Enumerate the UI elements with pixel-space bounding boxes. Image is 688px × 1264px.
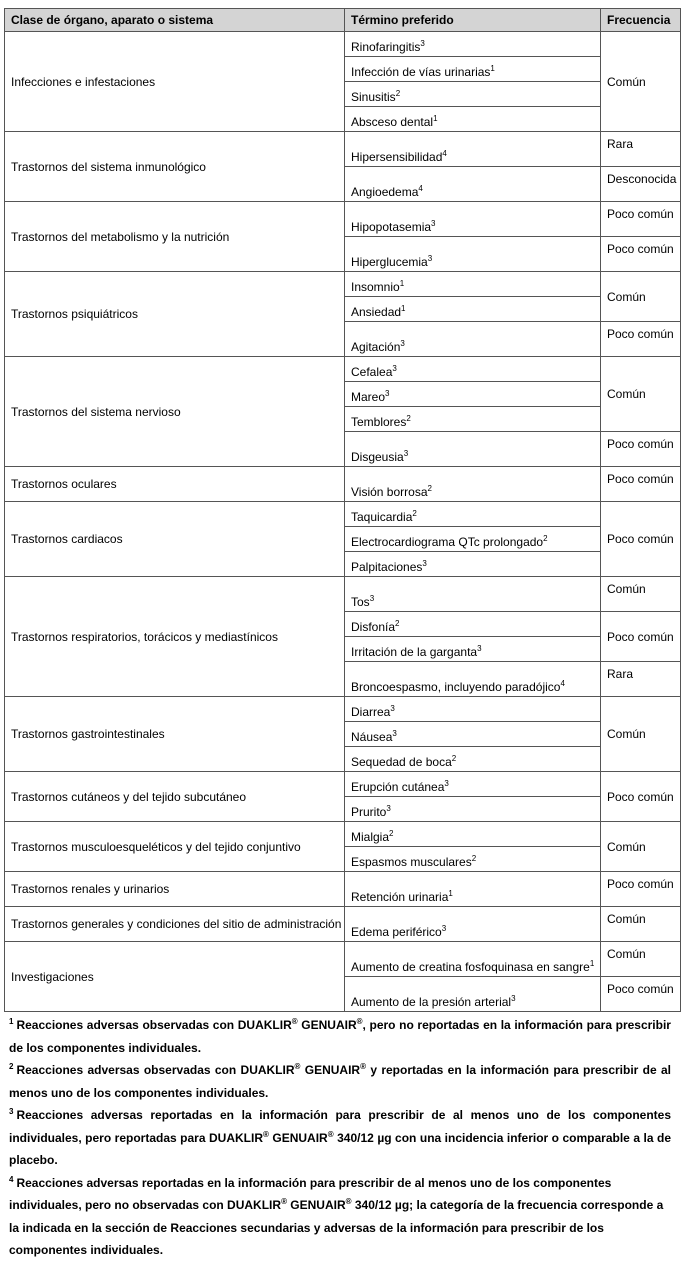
term-cell [345,382,601,407]
term-text: Visión borrosa [351,485,428,499]
table-row [5,357,681,382]
term-footnote-ref: 2 [427,484,432,493]
term-cell [345,942,601,977]
header-frequency: Frecuencia [601,9,681,32]
term-cell [345,527,601,552]
term-cell [345,57,601,82]
term-footnote-ref: 2 [412,509,417,518]
frequency-cell: Poco común [601,322,681,357]
term-footnote-ref: 2 [451,754,457,763]
soc-cell: Trastornos respiratorios, torácicos y mediastínicos [5,577,345,697]
term-cell [345,502,601,527]
table-row [5,942,681,977]
footnote-2 [9,1059,671,1104]
term-cell [345,432,601,467]
term-text: Aumento de la presión arterial [351,995,512,1009]
frequency-cell: Común [601,907,681,942]
term-footnote-ref: 3 [392,364,397,373]
soc-cell: Trastornos oculares [5,467,345,502]
term-text: Hipopotasemia [351,220,432,234]
footnote-marker: 2 [9,1062,14,1071]
term-text: Aumento de creatina fosfoquinasa en sangre [351,960,590,974]
soc-cell: Trastornos cardiacos [5,502,345,577]
term-footnote-ref: 2 [543,534,548,543]
frequency-cell: Poco común [601,612,681,662]
table-row [5,132,681,167]
term-text: Retención urinaria [351,890,449,904]
term-cell [345,822,601,847]
frequency-cell: Común [601,32,681,132]
term-cell [345,322,601,357]
soc-cell: Trastornos gastrointestinales [5,697,345,772]
soc-cell: Trastornos renales y urinarios [5,872,345,907]
term-footnote-ref: 3 [431,219,436,228]
frequency-cell: Poco común [601,502,681,577]
soc-cell: Trastornos generales y condiciones del sitio de administración [5,907,345,942]
frequency-cell: Poco común [601,237,681,272]
soc-cell: Trastornos del metabolismo y la nutrición [5,202,345,272]
term-cell [345,237,601,272]
term-cell [345,747,601,772]
term-footnote-ref: 3 [386,804,391,813]
term-footnote-ref: 1 [433,114,438,123]
term-text: Erupción cutánea [351,780,445,794]
term-footnote-ref: 3 [369,594,375,603]
soc-cell: Trastornos psiquiátricos [5,272,345,357]
footnote-text: Reacciones adversas observadas con DUAKLIR [16,1063,295,1077]
term-footnote-ref: 1 [399,279,405,288]
term-footnote-ref: 3 [511,994,516,1003]
header-soc: Clase de órgano, aparato o sistema [5,9,345,32]
frequency-cell: Común [601,822,681,872]
footnote-marker: 1 [9,1017,14,1026]
frequency-cell: Rara [601,662,681,697]
term-text: Náusea [351,730,393,744]
term-cell [345,847,601,872]
term-text: Palpitaciones [351,560,423,574]
frequency-cell: Poco común [601,432,681,467]
footnote-text: , pero no reportadas en la información para prescribir de los componentes individuales. [9,1018,671,1055]
term-footnote-ref: 3 [441,924,447,933]
term-footnote-ref: 1 [448,889,453,898]
term-footnote-ref: 3 [385,389,390,398]
frequency-cell: Poco común [601,202,681,237]
table-row [5,502,681,527]
table-row [5,697,681,722]
frequency-cell: Poco común [601,977,681,1012]
adverse-reactions-table [4,8,681,1012]
table-row [5,772,681,797]
term-footnote-ref: 4 [418,184,423,193]
frequency-cell: Rara [601,132,681,167]
term-cell [345,107,601,132]
term-cell [345,357,601,382]
term-text: Disgeusia [351,450,404,464]
term-cell [345,907,601,942]
registered-mark: ® [281,1197,287,1206]
registered-mark: ® [294,1062,301,1071]
term-cell [345,272,601,297]
term-footnote-ref: 3 [422,559,427,568]
footnote-text: 340/12 µg con una incidencia inferior o comparable a la de placebo. [9,1130,671,1167]
term-footnote-ref: 2 [389,829,394,838]
frequency-cell: Común [601,697,681,772]
footnote-text: GENUAIR [297,1018,357,1032]
term-cell [345,82,601,107]
frequency-cell: Poco común [601,467,681,502]
term-text: Absceso dental [351,115,434,129]
term-text: Tos [351,595,370,609]
soc-cell: Infecciones e infestaciones [5,32,345,132]
term-text: Agitación [351,340,401,354]
term-footnote-ref: 3 [427,254,433,263]
term-text: Insomnio [351,280,400,294]
frequency-cell: Común [601,272,681,322]
term-text: Taquicardia [351,510,413,524]
term-text: Diarrea [351,705,391,719]
footnote-text: GENUAIR [286,1198,346,1212]
term-text: Espasmos musculares [351,855,472,869]
footnote-text: y reportadas en la información para prescribir de al menos uno de los componentes individuales. [9,1063,672,1100]
term-text: Hipersensibilidad [351,150,443,164]
term-text: Infección de vías urinarias [351,65,491,79]
registered-mark: ® [360,1062,367,1071]
soc-cell: Trastornos del sistema inmunológico [5,132,345,202]
frequency-cell: Común [601,577,681,612]
frequency-cell: Común [601,942,681,977]
table-row [5,907,681,942]
term-text: Electrocardiograma QTc prolongado [351,535,544,549]
footnote-3 [9,1104,671,1172]
term-footnote-ref: 1 [589,959,595,968]
term-footnote-ref: 3 [403,449,409,458]
term-text: Angioedema [351,185,419,199]
term-footnote-ref: 2 [406,414,411,423]
term-cell [345,662,601,697]
footnote-text: Reacciones adversas reportadas en la información para prescribir de al menos uno de los componentes individuales, pero reportadas para DUAKLIR [9,1108,671,1145]
footnote-marker: 3 [9,1107,14,1116]
term-text: Sequedad de boca [351,755,452,769]
term-cell [345,167,601,202]
soc-cell: Investigaciones [5,942,345,1012]
soc-cell: Trastornos musculoesqueléticos y del tejido conjuntivo [5,822,345,872]
registered-mark: ® [263,1129,269,1139]
frequency-cell: Desconocida [601,167,681,202]
footnote-text: Reacciones adversas reportadas en la información para prescribir de al menos uno de los componentes individuales, pero no observadas con DUAKLIR [9,1175,612,1212]
term-text: Broncoespasmo, incluyendo paradójico [351,680,561,694]
term-cell [345,577,601,612]
term-cell [345,202,601,237]
term-cell [345,612,601,637]
term-text: Rinofaringitis [351,40,421,54]
term-cell [345,697,601,722]
term-footnote-ref: 4 [442,149,447,158]
term-cell [345,772,601,797]
term-cell [345,407,601,432]
term-footnote-ref: 3 [392,729,397,738]
term-cell [345,552,601,577]
term-footnote-ref: 3 [477,644,482,653]
term-cell [345,872,601,907]
term-footnote-ref: 3 [390,704,395,713]
term-cell [345,637,601,662]
table-row [5,32,681,57]
term-footnote-ref: 3 [420,39,425,48]
footnote-text: 340/12 µg; la categoría de la frecuencia corresponde a la indicada en la sección de Reacciones secundarias y adversas de la información para prescribir de los componentes individuales. [9,1198,664,1257]
term-cell [345,132,601,167]
table-row [5,202,681,237]
term-footnote-ref: 1 [401,304,406,313]
footnote-4 [9,1172,671,1262]
term-text: Hiperglucemia [351,255,428,269]
footnote-text: GENUAIR [300,1063,361,1077]
term-cell [345,297,601,322]
term-text: Temblores [351,415,407,429]
footnote-text: GENUAIR [268,1130,328,1145]
table-header-row [5,9,681,32]
registered-mark: ® [356,1017,363,1026]
term-cell [345,467,601,502]
term-text: Edema periférico [351,925,442,939]
footnotes [9,1014,671,1262]
table-body [5,32,681,1012]
frequency-cell: Poco común [601,772,681,822]
registered-mark: ® [291,1017,298,1026]
term-text: Mialgia [351,830,390,844]
term-footnote-ref: 3 [444,779,449,788]
term-footnote-ref: 2 [471,854,477,863]
term-footnote-ref: 2 [395,619,400,628]
table-row [5,577,681,612]
term-text: Prurito [351,805,387,819]
term-text: Ansiedad [351,305,402,319]
term-footnote-ref: 4 [560,679,565,688]
header-term: Término preferido [345,9,601,32]
table-row [5,872,681,907]
footnote-marker: 4 [9,1174,14,1184]
term-text: Mareo [351,390,386,404]
term-text: Cefalea [351,365,393,379]
registered-mark: ® [327,1129,334,1139]
registered-mark: ® [345,1197,352,1206]
term-text: Disfonía [351,620,396,634]
term-cell [345,797,601,822]
frequency-cell: Común [601,357,681,432]
table-row [5,467,681,502]
term-cell [345,722,601,747]
soc-cell: Trastornos del sistema nervioso [5,357,345,467]
term-cell [345,977,601,1012]
term-cell [345,32,601,57]
frequency-cell: Poco común [601,872,681,907]
soc-cell: Trastornos cutáneos y del tejido subcutáneo [5,772,345,822]
table-row [5,272,681,297]
footnote-text: Reacciones adversas observadas con DUAKLIR [16,1018,292,1032]
term-footnote-ref: 1 [490,64,495,73]
term-footnote-ref: 3 [400,339,405,348]
footnote-1 [9,1014,671,1059]
term-footnote-ref: 2 [395,89,401,98]
adverse-reactions-table-container [4,8,680,1012]
term-text: Irritación de la garganta [351,645,478,659]
table-row [5,822,681,847]
term-text: Sinusitis [351,90,396,104]
